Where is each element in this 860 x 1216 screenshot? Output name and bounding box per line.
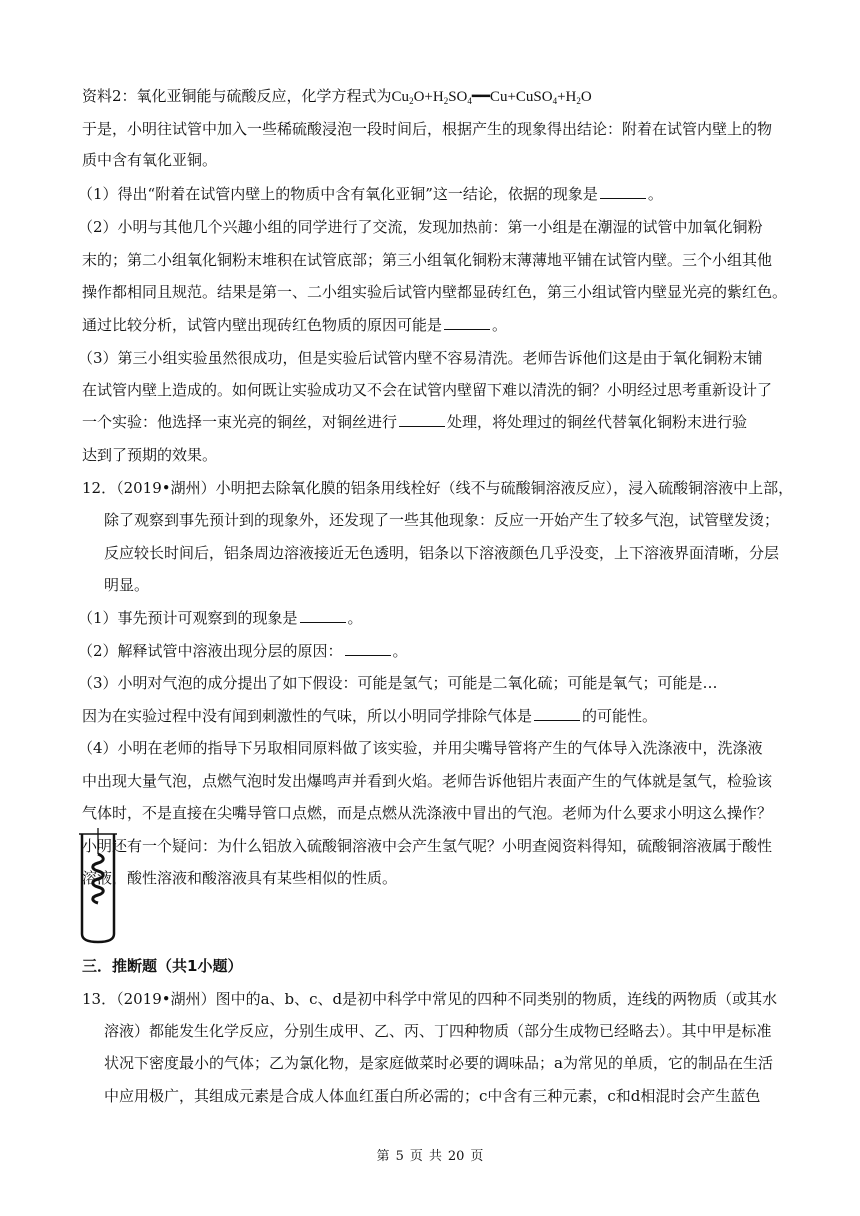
question-12-part-4-line: （4）小明在老师的指导下另取相同原料做了该实验，并用尖嘴导管将产生的气体导入洗涤液中，洗涤液: [78, 739, 763, 757]
page-number: 5: [395, 1149, 404, 1164]
question-12-part-4-line: 小明还有一个疑问：为什么铝放入硫酸铜溶液中会产生氢气呢？小明查阅资料得知，硫酸铜溶液属于酸性: [82, 837, 773, 855]
chemical-equation: $Cu_2O+H_2SO_4━━Cu+CuSO_4+H_2O$: [391, 89, 592, 106]
page-footer: 第 5 页 共 20 页: [376, 1149, 484, 1164]
test-tube-figure: [78, 828, 118, 946]
answer-blank[interactable]: [300, 608, 346, 623]
question-11-part-2-line: （2）小明与其他几个兴趣小组的同学进行了交流，发现加热前：第一小组是在潮湿的试管中加氧化铜粉: [78, 218, 763, 236]
answer-blank[interactable]: [534, 706, 580, 721]
question-12-part-2: （2）解释试管中溶液出现分层的原因： 。: [78, 642, 408, 660]
answer-blank[interactable]: [399, 412, 445, 427]
question-12-stem-line: 反应较长时间后，铝条周边溶液接近无色透明，铝条以下溶液颜色几乎没变，上下溶液界面清晰，分层: [104, 544, 780, 562]
question-12-part-3: （3）小明对气泡的成分提出了如下假设：可能是氢气；可能是二氧化硫；可能是氧气；可能是…: [78, 674, 718, 692]
answer-blank[interactable]: [600, 184, 646, 199]
question-12-part-4-line: 溶液，酸性溶液和酸溶液具有某些相似的性质。: [82, 869, 398, 887]
question-13-line: 溶液）都能发生化学反应，分别生成甲、乙、丙、丁四种物质（部分生成物已经略去）。其中甲是标准: [104, 1022, 772, 1040]
question-11-part-3-line: （3）第三小组实验虽然很成功，但是实验后试管内壁不容易清洗。老师告诉他们这是由于氧化铜粉末铺: [78, 349, 763, 367]
question-12-stem-line: 明显。: [104, 576, 150, 594]
question-13-line: 状况下密度最小的气体；乙为氯化物，是家庭做菜时必要的调味品；a为常见的单质，它的制品在生活: [104, 1054, 773, 1072]
question-12-part-4-line: 中出现大量气泡，点燃气泡时发出爆鸣声并看到火焰。老师告诉他铝片表面产生的气体就是氢气，检验该: [82, 772, 773, 790]
question-11-part-2-line: 末的；第二小组氧化铜粉末堆积在试管底部；第三小组氧化铜粉末薄薄地平铺在试管内壁。三个小组其他: [82, 251, 773, 269]
section-heading: 三．推断题（共1小题）: [82, 957, 243, 975]
question-12-stem-line: 除了观察到事先预计到的现象外，还发现了一些其他现象：反应一开始产生了较多气泡，试管壁发烫；: [104, 511, 780, 529]
question-13-line: 中应用极广，其组成元素是合成人体血红蛋白所必需的；c中含有三种元素，c和d相混时会产生蓝色: [104, 1087, 761, 1105]
question-11-part-2-line: 操作都相同且规范。结果是第一、二小组实验后试管内壁都显砖红色，第三小组试管内壁显光亮的紫红色。: [82, 283, 788, 301]
paragraph-line: 质中含有氧化亚铜。: [82, 151, 218, 169]
aluminium-coil-icon: [93, 854, 104, 903]
question-12-part-3-blank-line: 因为在实验过程中没有闻到刺激性的气味，所以小明同学排除气体是 的可能性。: [82, 707, 658, 725]
answer-blank[interactable]: [345, 641, 391, 656]
answer-blank[interactable]: [444, 315, 490, 330]
question-11-part-3-last: 达到了预期的效果。: [82, 446, 218, 464]
question-12-part-1: （1）事先预计可观察到的现象是 。: [78, 609, 363, 627]
question-11-part-1: （1）得出“附着在试管内壁上的物质中含有氧化亚铜”这一结论，依据的现象是 。: [78, 185, 663, 203]
question-12-part-4-line: 气体时，不是直接在尖嘴导管口点燃，而是点燃从洗涤液中冒出的气泡。老师为什么要求小明这么操作？: [82, 804, 773, 822]
question-11-part-3-line: 在试管内壁上造成的。如何既让实验成功又不会在试管内壁留下难以清洗的铜？小明经过思考重新设计了: [82, 381, 773, 399]
question-11-part-3-blank-line: 一个实验：他选择一束光亮的铜丝，对铜丝进行 处理，将处理过的铜丝代替氧化铜粉末进行验: [82, 413, 748, 431]
material-2-line: [82, 86, 592, 107]
page-total: 20: [447, 1149, 465, 1164]
material-2-text: 资料2：氧化亚铜能与硫酸反应，化学方程式为: [82, 87, 392, 105]
paragraph-line: 于是，小明往试管中加入一些稀硫酸浸泡一段时间后，根据产生的现象得出结论：附着在试管内壁上的物: [82, 120, 773, 138]
question-11-part-2-last: 通过比较分析，试管内壁出现砖红色物质的原因可能是 。: [82, 316, 508, 334]
question-12-stem-line: 12．（2019•湖州）小明把去除氧化膜的铝条用线栓好（线不与硫酸铜溶液反应），浸入硫酸铜溶液中上部，: [82, 479, 794, 497]
question-13-line: 13．（2019•湖州）图中的a、b、c、d是初中科学中常见的四种不同类别的物质，连线的两物质（或其水: [82, 990, 778, 1008]
